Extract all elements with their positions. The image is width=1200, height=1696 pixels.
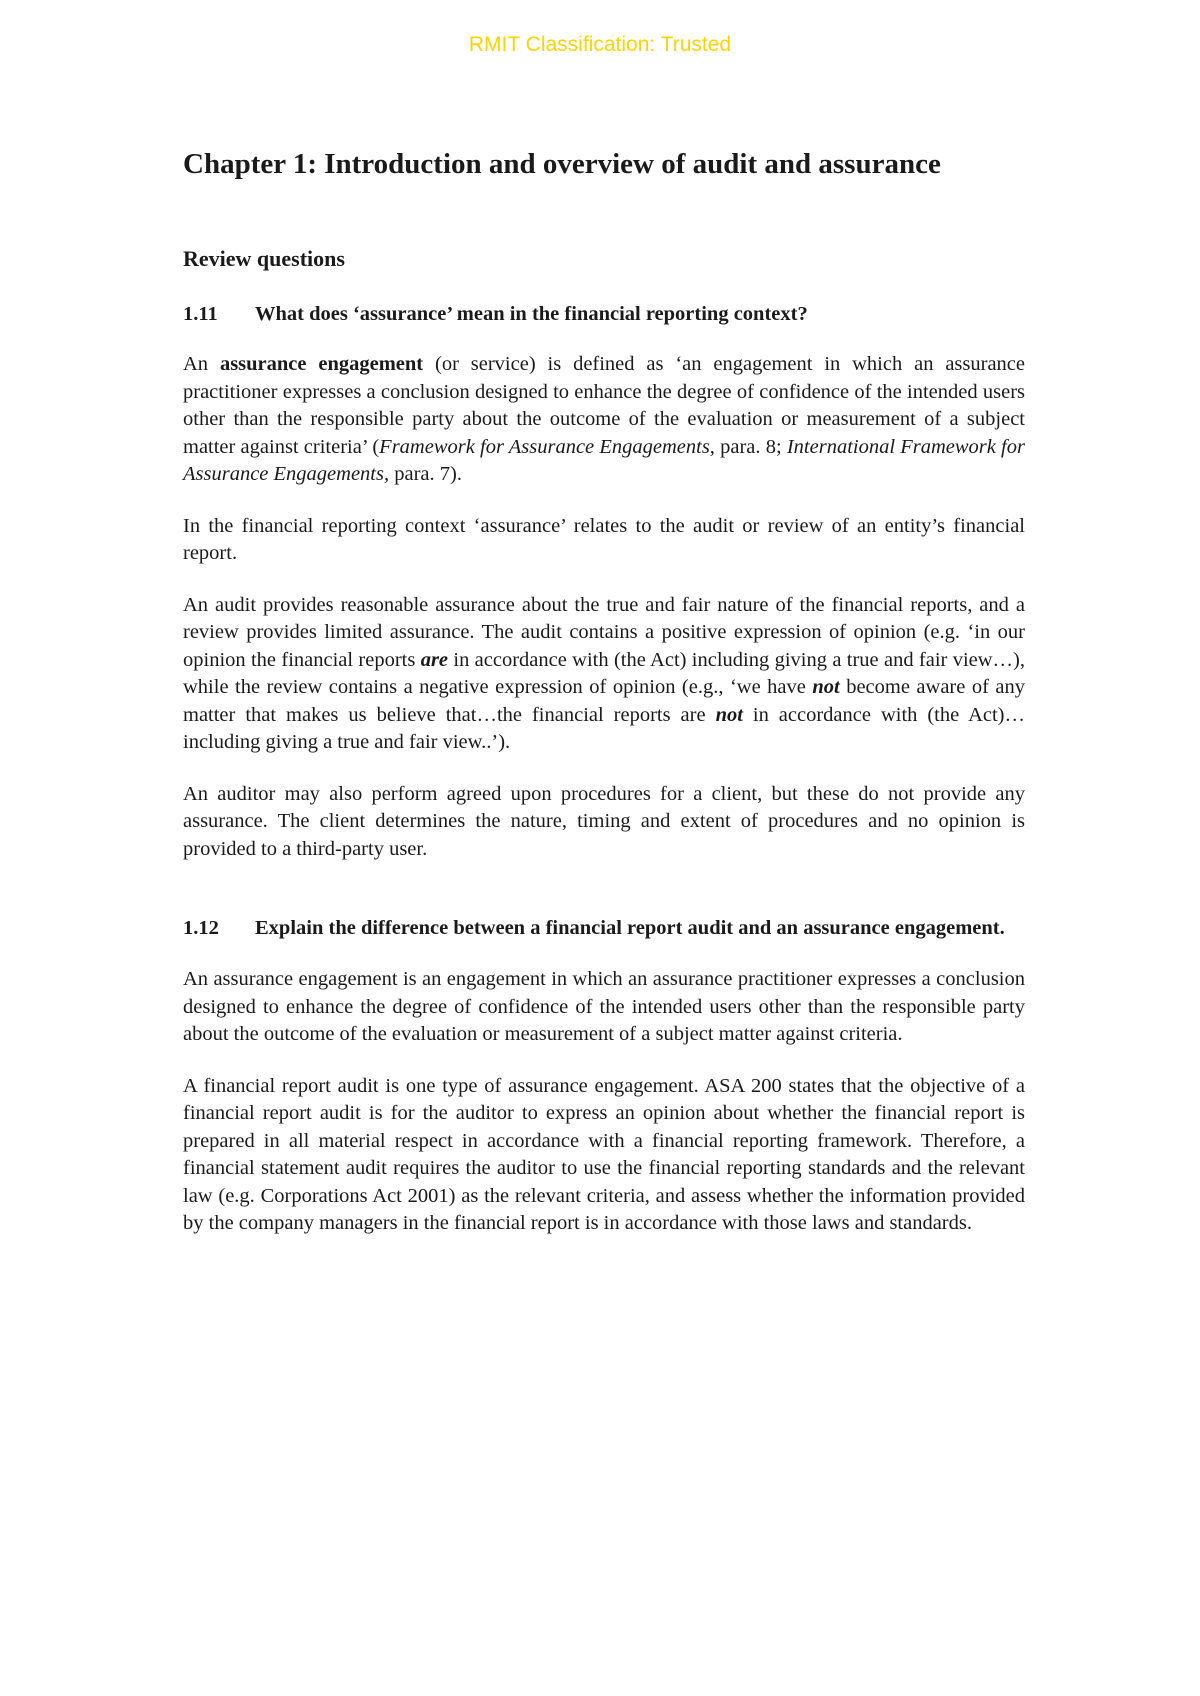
classification-label: RMIT Classification: Trusted (468, 33, 732, 56)
answer-paragraph: In the financial reporting context ‘assurance’ relates to the audit or review of an entity’s financial report. (183, 514, 1025, 564)
section-heading: Review questions (183, 246, 345, 271)
answer-paragraph: An auditor may also perform agreed upon procedures for a client, but these do not provide any assurance. The client determines the nature, timing and extent of procedures and no opinion is provided to a third-party user. (183, 782, 1025, 860)
answer-paragraph: An assurance engagement is an engagement in which an assurance practitioner expresses a conclusion designed to enhance the degree of confidence of the intended users other than the responsible party about the outcome of the evaluation or measurement of a subject matter against criteria. (183, 968, 1025, 1045)
emphasis-word: not (715, 703, 743, 726)
question-number: 1.11 (183, 303, 218, 325)
answer-paragraph: An audit provides reasonable assurance about the true and fair nature of the financial reports, and a review provides limited assurance. The audit contains a positive expression of opinion (e.g. ‘in our opinion the financial reports are in accordance with (the Act) including giving a true and fair view…), while the review contains a negative expression of opinion (e.g., ‘we have not become aware of any matter that makes us believe that…the financial reports are not in accordance with (the Act)… including giving a true and fair view..’). (183, 593, 1026, 753)
bold-term: assurance engagement (219, 353, 424, 375)
emphasis-word: are (420, 648, 449, 671)
question-number: 1.12 (183, 917, 219, 939)
question-text: Explain the difference between a financial report audit and an assurance engagement. (255, 917, 1005, 939)
document-body (183, 146, 1025, 1238)
question-1-11 (183, 300, 1025, 328)
question-1-12 (183, 914, 1025, 942)
italic-citation: Framework for Assurance Engagements (379, 435, 710, 458)
chapter-title: Chapter 1: Introduction and overview of audit and assurance (183, 148, 941, 180)
answer-paragraph: An assurance engagement (or service) is defined as ‘an engagement in which an assurance practitioner expresses a conclusion designed to enhance the degree of confidence of the intended users other than the responsible party about the outcome of the evaluation or measurement of a subject matter against criteria’ (Framework for Assurance Engagements, para. 8; International Framework for Assurance Engagements, para. 7). (183, 353, 1026, 485)
italic-citation: International Framework for Assurance Engagements, (183, 435, 1025, 485)
question-text: What does ‘assurance’ mean in the financial reporting context? (255, 303, 808, 325)
emphasis-word: not (812, 676, 840, 698)
answer-paragraph: A financial report audit is one type of assurance engagement. ASA 200 states that the objective of a financial report audit is for the auditor to express an opinion about whether the financial report is prepared in all material respect in accordance with a financial reporting framework. Therefore, a financial statement audit requires the auditor to use the financial reporting standards and the relevant law (e.g. Corporations Act 2001) as the relevant criteria, and assess whether the information provided by the company managers in the financial report is in accordance with those laws and standards. (183, 1074, 1025, 1234)
